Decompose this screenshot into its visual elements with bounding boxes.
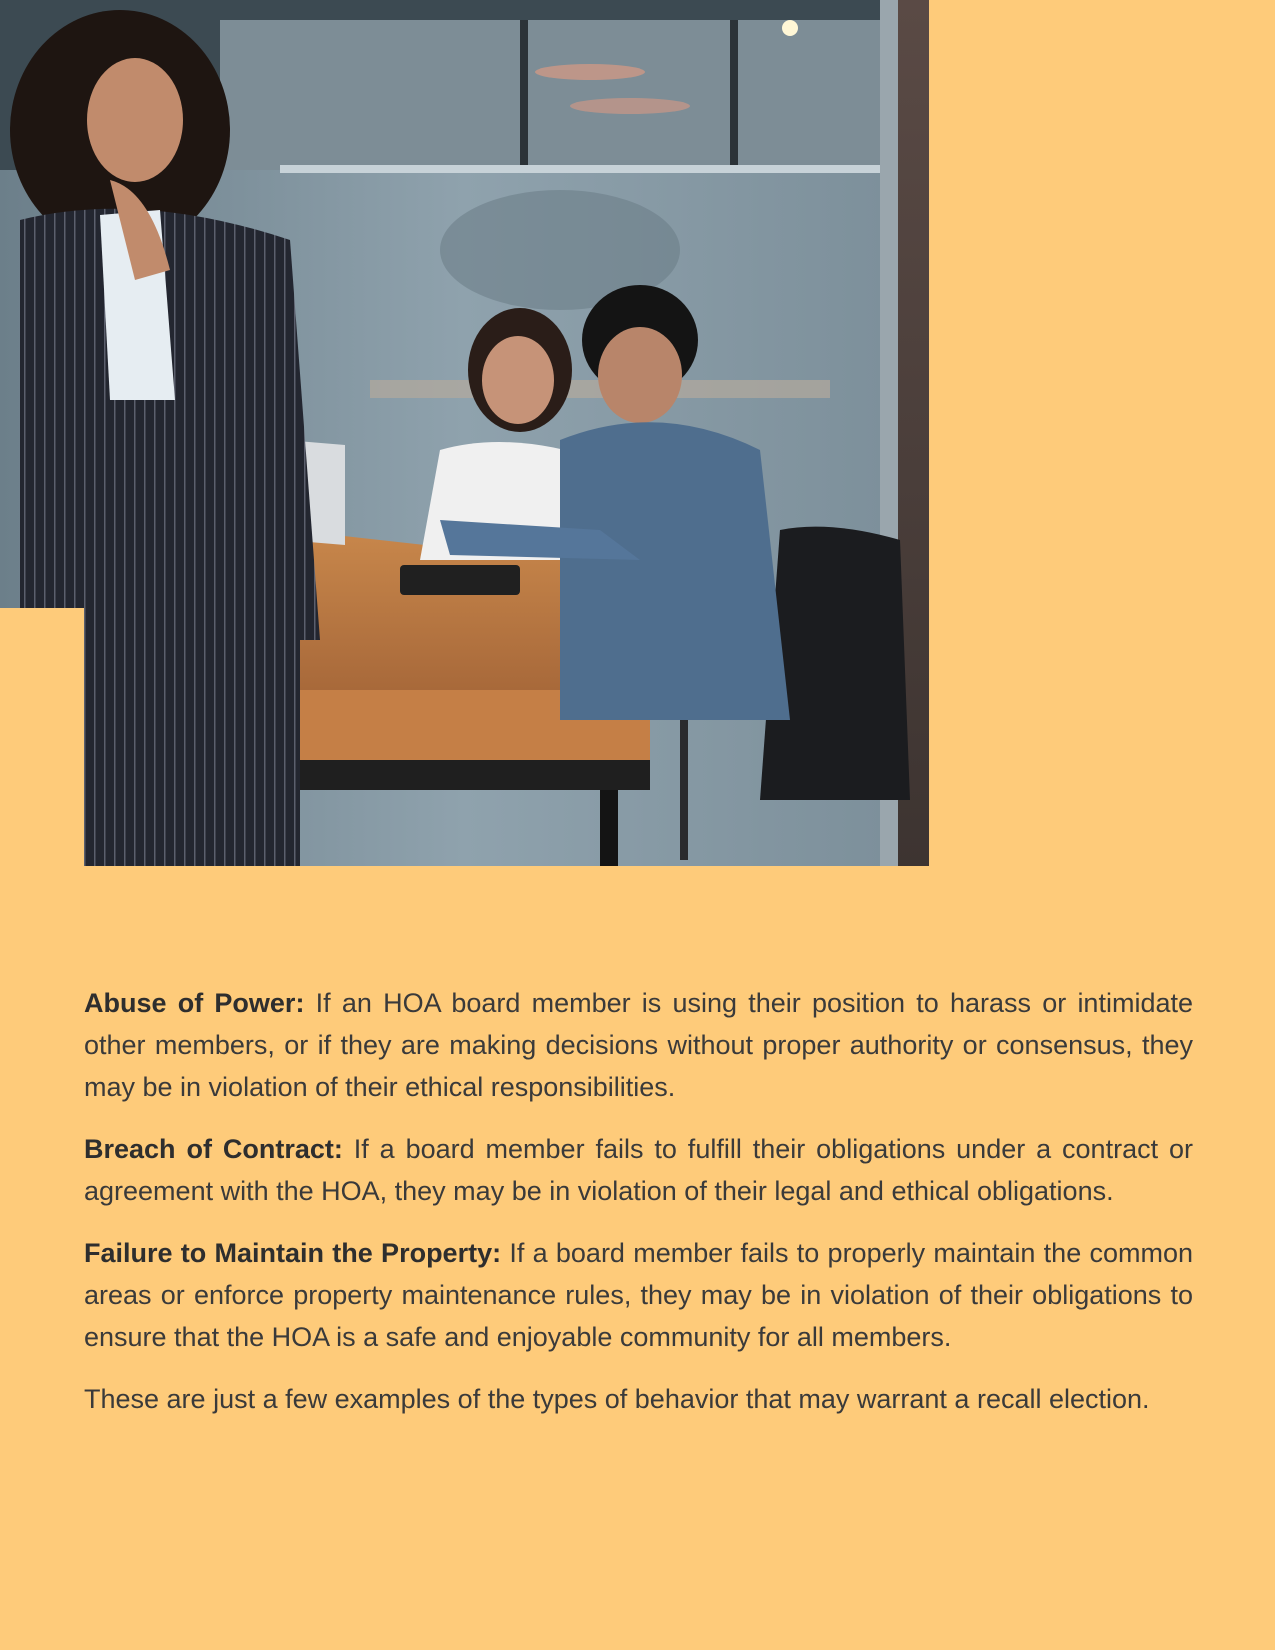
text-content [84,982,1193,1440]
term-failure-to-maintain: Failure to Maintain the Property: [84,1238,502,1268]
text-abuse-of-power: If an HOA board member is using their position to harass or intimidate other members, or if they are making decisions without proper authority or consensus, they may be in violation of their ethical responsibilities. [84,988,1193,1102]
paragraph-failure-to-maintain [84,1232,1193,1358]
paragraph-breach-of-contract [84,1128,1193,1212]
office-meeting-photo [0,0,929,866]
text-breach-of-contract: If a board member fails to fulfill their obligations under a contract or agreement with the HOA, they may be in violation of their legal and ethical obligations. [84,1134,1193,1206]
paragraph-abuse-of-power [84,982,1193,1108]
paragraph-conclusion [84,1378,1193,1420]
text-conclusion: These are just a few examples of the types of behavior that may warrant a recall election. [84,1384,1150,1414]
term-breach-of-contract: Breach of Contract: [84,1134,343,1164]
text-failure-to-maintain: If a board member fails to properly maintain the common areas or enforce property maintenance rules, they may be in violation of their obligations to ensure that the HOA is a safe and enjoyable community for all members. [84,1238,1194,1352]
term-abuse-of-power: Abuse of Power: [84,988,305,1018]
